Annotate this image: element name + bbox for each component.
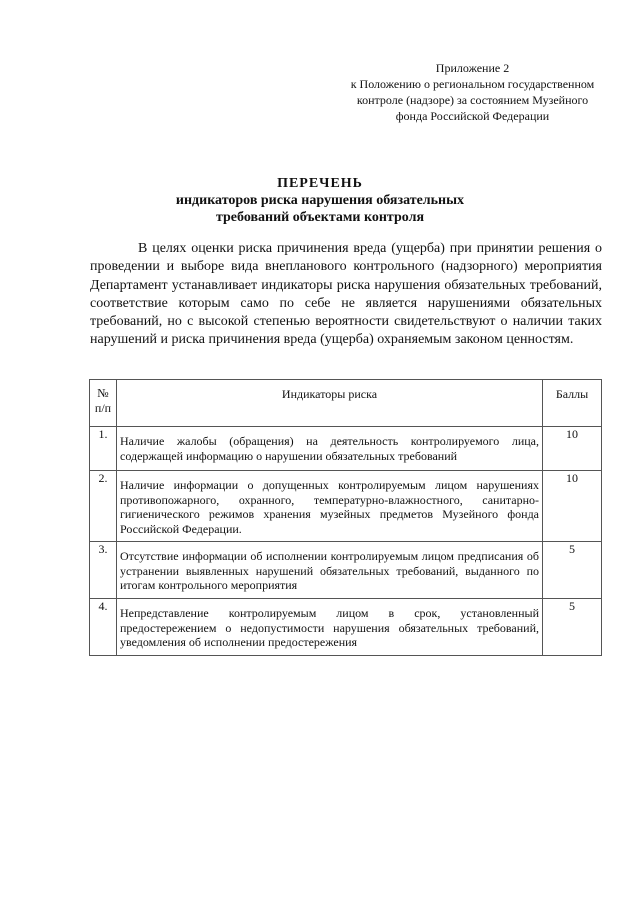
row-indicator-text: Непредставление контролируемым лицом в срок, установленный предостережением о недопустимости нарушения обязательных требований, уведомления об исполнении предостережения [120,606,539,649]
title-subtitle-line-2: требований объектами контроля [215,210,425,225]
document-title [90,175,550,226]
appendix-line-2: к Положению о региональном государственном [350,77,595,91]
row-number: 2. [90,471,117,542]
row-points: 10 [543,427,602,471]
table-row [90,471,602,542]
row-number: 3. [90,542,117,599]
intro-paragraph: В целях оценки риска причинения вреда (ущерба) при принятии решения о проведении и выборе вида внепланового контрольного (надзорного) мероприятия Департамент устанавливает индикаторы риска нарушения обязательных требований, соответствие которым само по себе не является нарушениями обязательных требований, но с высокой степенью вероятности свидетельствуют о наличии таких нарушений и риска причинения вреда (ущерба) охраняемым законом ценностям. [90,241,602,348]
appendix-line-1: Приложение 2 [435,61,510,75]
risk-indicators-table [89,379,602,656]
appendix-header [330,60,615,124]
header-number-sublabel: п/п [94,400,112,415]
title-subtitle-line-1: индикаторов риска нарушения обязательных [175,193,465,208]
row-indicator-text: Наличие информации о допущенных контролируемым лицом нарушениях противопожарного, охранного, температурно-влажностного, санитарно-гигиенического режимов хранения музейных предметов Музейного фонда Российской Федерации. [120,478,539,536]
header-indicator-cell: Индикаторы риска [117,380,543,427]
row-indicator-text: Отсутствие информации об исполнении контролируемым лицом предписания об устранении выявленных нарушений обязательных требований, выданного по итогам контрольного мероприятия [120,549,539,592]
row-number: 1. [90,427,117,471]
row-points: 5 [543,599,602,656]
row-indicator-text: Наличие жалобы (обращения) на деятельность контролируемого лица, содержащей информацию о нарушении обязательных требований [120,434,539,463]
row-points: 10 [543,471,602,542]
table-header-row [90,380,602,427]
header-points-cell: Баллы [543,380,602,427]
row-points: 5 [543,542,602,599]
appendix-line-3: контроле (надзоре) за состоянием Музейного [356,93,589,107]
header-number-cell [90,380,117,427]
table-row [90,542,602,599]
row-number: 4. [90,599,117,656]
header-number-label: № [97,386,109,400]
title-main: ПЕРЕЧЕНЬ [277,176,363,191]
appendix-line-4: фонда Российской Федерации [395,109,550,123]
table-row [90,427,602,471]
table-row [90,599,602,656]
